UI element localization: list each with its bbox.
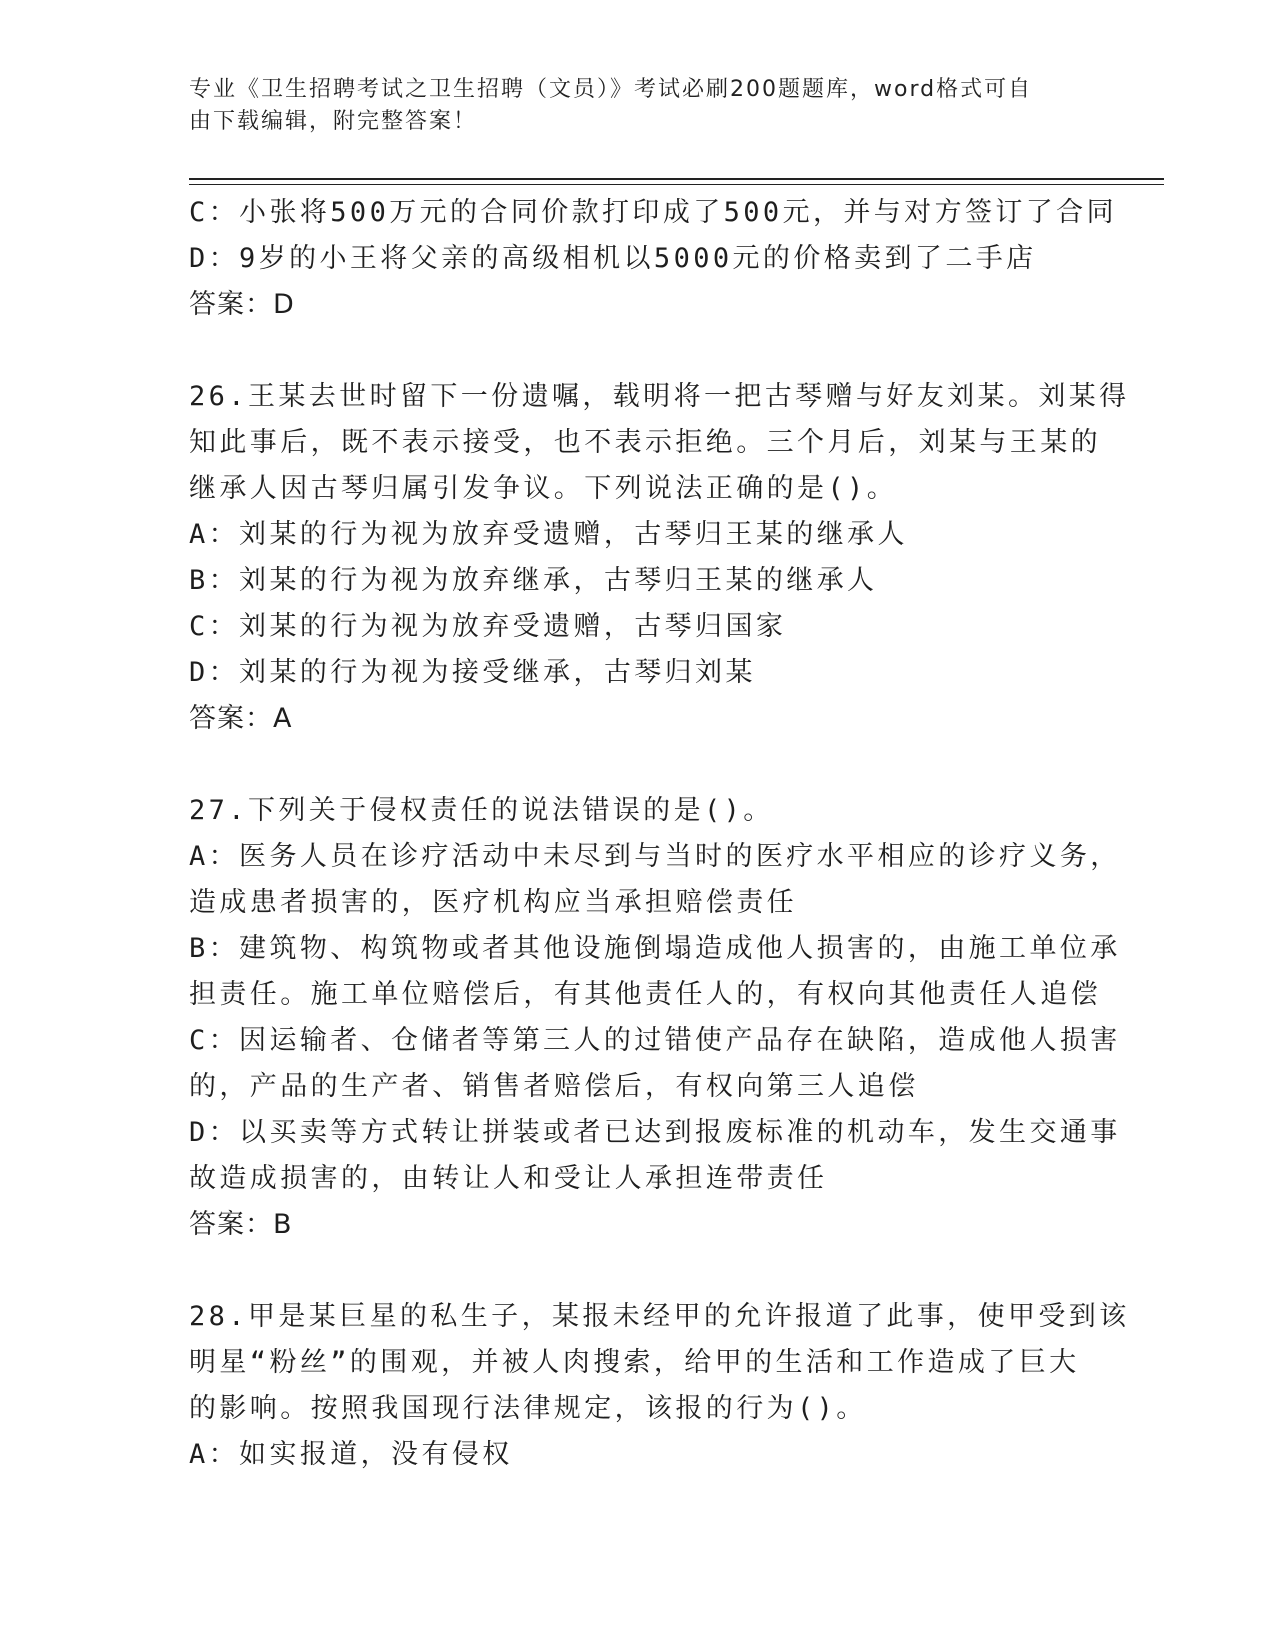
question-25-tail	[189, 190, 1117, 328]
option-c: C：刘某的行为视为放弃受遗赠，古琴归国家	[189, 611, 787, 642]
spacer	[189, 1248, 1089, 1294]
question-stem: 28.甲是某巨星的私生子，某报未经甲的允许报道了此事，使甲受到该	[189, 1301, 1130, 1332]
question-26	[189, 374, 1130, 742]
question-content	[189, 190, 1130, 1478]
option-a: A：如实报道，没有侵权	[189, 1439, 513, 1470]
option-c-cont: 的，产品的生产者、销售者赔偿后，有权向第三人追偿	[189, 1071, 919, 1102]
question-stem: 明星“粉丝”的围观，并被人肉搜索，给甲的生活和工作造成了巨大	[189, 1347, 1080, 1378]
option-d-cont: 故造成损害的，由转让人和受让人承担连带责任	[189, 1163, 828, 1194]
question-stem: 26.王某去世时留下一份遗嘱，载明将一把古琴赠与好友刘某。刘某得	[189, 381, 1130, 412]
question-stem: 的影响。按照我国现行法律规定，该报的行为()。	[189, 1393, 867, 1424]
header-divider-thick	[189, 178, 1164, 180]
title-line-2: 由下载编辑，附完整答案！	[189, 109, 478, 134]
option-a-cont: 造成患者损害的，医疗机构应当承担赔偿责任	[189, 887, 797, 918]
option-b-cont: 担责任。施工单位赔偿后，有其他责任人的，有权向其他责任人追偿	[189, 979, 1101, 1010]
question-stem: 继承人因古琴归属引发争议。下列说法正确的是()。	[189, 473, 898, 504]
option-a: A：医务人员在诊疗活动中未尽到与当时的医疗水平相应的诊疗义务，	[189, 841, 1121, 872]
option-d: D：刘某的行为视为接受继承，古琴归刘某	[189, 657, 756, 688]
question-stem: 知此事后，既不表示接受，也不表示拒绝。三个月后，刘某与王某的	[189, 427, 1101, 458]
option-b: B：刘某的行为视为放弃继承，古琴归王某的继承人	[189, 565, 878, 596]
option-c: C：小张将500万元的合同价款打印成了500元，并与对方签订了合同	[189, 197, 1117, 228]
spacer	[189, 328, 1089, 374]
option-d: D：9岁的小王将父亲的高级相机以5000元的价格卖到了二手店	[189, 243, 1037, 274]
question-stem: 27.下列关于侵权责任的说法错误的是()。	[189, 795, 774, 826]
answer: 答案：A	[189, 703, 293, 734]
document-title	[189, 74, 1089, 138]
option-a: A：刘某的行为视为放弃受遗赠，古琴归王某的继承人	[189, 519, 908, 550]
answer: 答案：D	[189, 289, 295, 320]
option-b: B：建筑物、构筑物或者其他设施倒塌造成他人损害的，由施工单位承	[189, 933, 1121, 964]
option-d: D：以买卖等方式转让拼装或者已达到报废标准的机动车，发生交通事	[189, 1117, 1121, 1148]
title-line-1: 专业《卫生招聘考试之卫生招聘（文员）》考试必刷200题题库，word格式可自	[189, 77, 1033, 102]
spacer	[189, 742, 1089, 788]
question-28	[189, 1294, 1130, 1478]
header-divider-thin	[189, 184, 1164, 185]
option-c: C：因运输者、仓储者等第三人的过错使产品存在缺陷，造成他人损害	[189, 1025, 1121, 1056]
question-27	[189, 788, 1121, 1248]
answer: 答案：B	[189, 1209, 293, 1240]
